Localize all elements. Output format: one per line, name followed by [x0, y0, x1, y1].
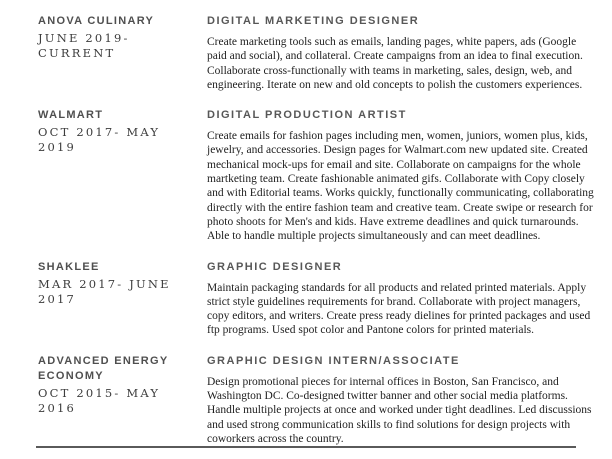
- entry-left-column: [38, 14, 207, 61]
- job-description: Create emails for fashion pages including men, women, juniors, women plus, kids, jewelry, and accessories. Design pages for Walmart.com new updated site. Created mechanical mock-ups for email and site. Collaborate on campaigns for the whole martketing team. Create fashionable animated gifs. Collaborate with Copy closely and with Editorial teams. Works quickly, functionally communicating, collaborating directly with the entire fashion team and creative team. Create swipe or research for photo shoots for Men's and kids. Have extreme deadlines and quick turnarounds. Able to handle multiple projects simultaneously and can meet deadlines.: [207, 130, 594, 243]
- experience-entry: [38, 260, 594, 338]
- employment-dates: JUNE 2019- CURRENT: [38, 31, 130, 60]
- experience-entry: [38, 108, 594, 243]
- job-title: GRAPHIC DESIGNER: [207, 260, 343, 273]
- entry-right-column: [207, 14, 594, 92]
- entry-left-column: [38, 260, 207, 307]
- company-name: ADVANCED ENERGY ECONOMY: [38, 354, 169, 382]
- company-name: SHAKLEE: [38, 260, 100, 273]
- experience-entry: [38, 14, 594, 92]
- entry-right-column: [207, 260, 594, 338]
- job-description: Maintain packaging standards for all products and related printed materials. Apply strict style guidelines requirements for brand. Collaborate with project managers, copy editors, and writers. Create press ready dielines for printed packages and used ftp programs. Used spot color and Pantone colors for printed materials.: [207, 281, 591, 337]
- employment-dates: OCT 2017- MAY 2019: [38, 125, 161, 155]
- experience-entry: [38, 354, 594, 446]
- job-description: Design promotional pieces for internal offices in Boston, San Francisco, and Washington DC. Co-designed twitter banner and other social media platforms. Handle multiple projects at once and worked under tight deadlines. Led discussions and used strong communication skills to find solutions for design projects with coworkers across the country.: [207, 375, 592, 445]
- company-name: ANOVA CULINARY: [38, 15, 155, 27]
- job-description: Create marketing tools such as emails, landing pages, white papers, ads (Google paid and social), and collateral. Create campaigns from an idea to final execution. Collaborate cross-functionally with teams in marketing, sales, design, web, and engineering. Iterate on new and old concepts to polish the customers experiences.: [207, 36, 583, 91]
- employment-dates: OCT 2015- MAY 2016: [38, 385, 161, 415]
- company-name: WALMART: [38, 109, 104, 122]
- entry-right-column: [207, 108, 594, 243]
- entry-left-column: [38, 354, 207, 416]
- job-title: DIGITAL MARKETING DESIGNER: [207, 15, 420, 27]
- footer-divider: [36, 446, 576, 448]
- entry-left-column: [38, 108, 207, 155]
- entry-right-column: [207, 354, 594, 446]
- job-title: GRAPHIC DESIGN INTERN/ASSOCIATE: [207, 354, 460, 367]
- resume-experience-section: [38, 14, 594, 459]
- employment-dates: MAR 2017- JUNE 2017: [38, 276, 171, 306]
- job-title: DIGITAL PRODUCTION ARTIST: [207, 109, 407, 122]
